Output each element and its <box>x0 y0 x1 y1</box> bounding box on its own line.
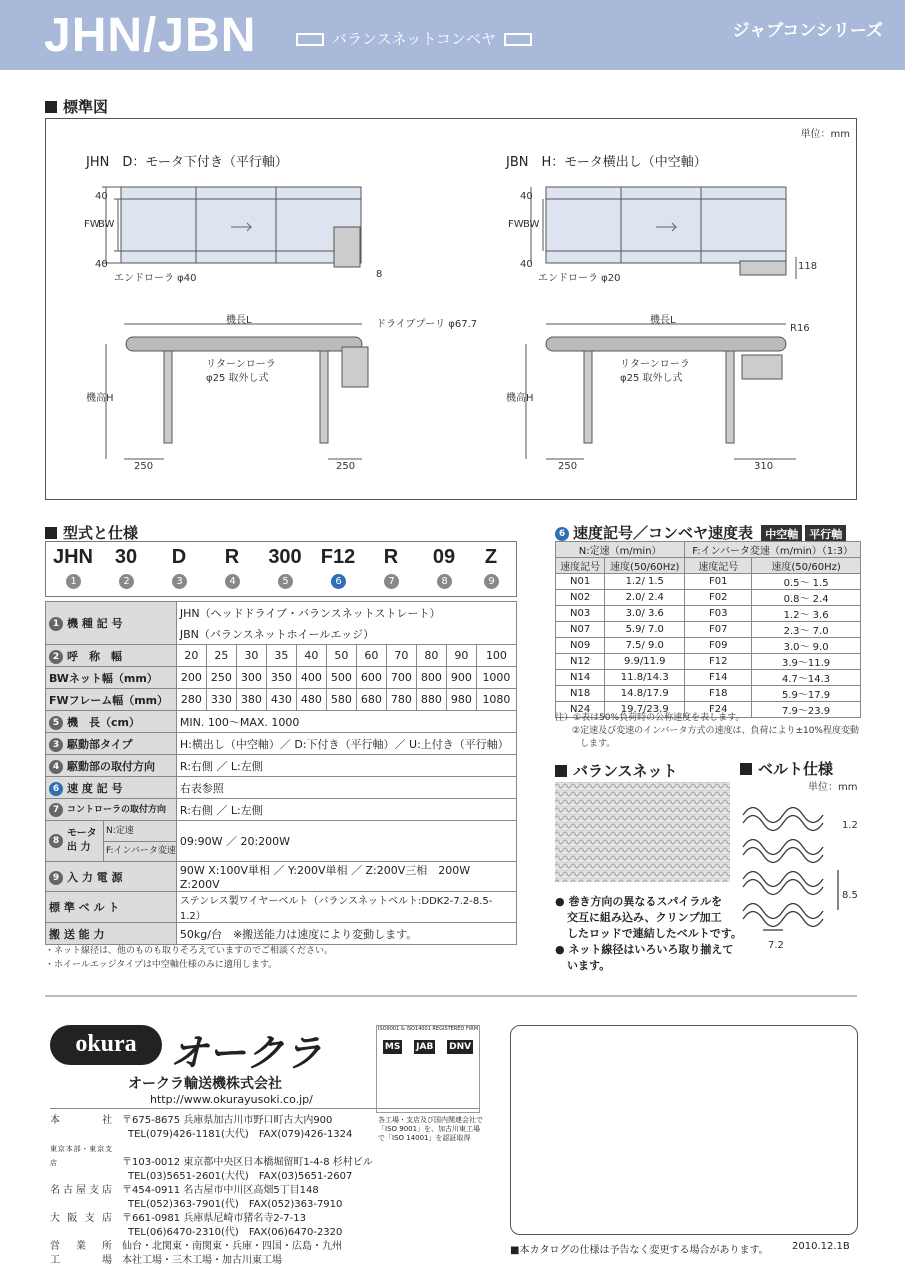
section-speed-table: 6 速度記号／コンベヤ速度表 中空軸 平行軸 <box>555 522 846 543</box>
header-bar <box>0 0 905 70</box>
okura-kana-logo: オークラ <box>170 1031 323 1075</box>
left-drawing-title: JHN D：モータ下付き（平行軸） <box>86 155 288 170</box>
model-code-box: JHN 1 30 2 D 3 R 4 300 5 F12 6 R 7 09 8 Z 9 <box>45 541 517 597</box>
right-drawing-title: JBN H：モータ横出し（中空軸） <box>506 155 707 170</box>
spec-table: 1 機 種 記 号 JHN（ヘッドドライブ・バランスネットストレート） JBN（バランスネットホイールエッジ） 2 呼 称 幅 20 25 30 35 40 50 60 70 80 90 100 BWネット幅（mm） 200 250 300 350 400 500 600 700 800 900 1000 FWフレーム幅（mm） 280 330 380 430 480 580 680 780 880 980 1080 5 機 長（cm） MIN. 100〜MAX. 1000 3 駆動部タイプ H:横出し（中空軸）／ D:下付き（平行軸）／ U:上付き（平行軸） 4 駆動部の取付方向 R:右側 ／ L:左側 6 速 度 記 号 右表参照 7 コントローラの取付方向 R:右側 ／ L:左側 8 モータ 出 力 N:定速 F:インバータ変速 09:90W ／ 20:200W 9 入 力 電 源 90W X:100V単相 ／ Y:200V単相 ／ Z:200V三相 200W Z:200V 標 準 ベ ル ト ステンレス製ワイヤーベルト（バランスネットベルト:DDK2-7.2-8.5-1.2） 搬 送 能 力 50kg/台 ※搬送能力は速度により変動します。 <box>45 601 517 945</box>
iso-badge: ISO9001 & ISO14001 REGISTERED FIRM MS JAB DNV <box>376 1025 480 1113</box>
belt-diagram <box>738 795 858 955</box>
footer-notice: ■本カタログの仕様は予告なく変更する場合があります。 <box>510 1245 769 1256</box>
drive-pulley-label: ドライブプーリ φ67.7 <box>376 319 478 330</box>
drawing-box: 単位：mm JHN D：モータ下付き（平行軸） JBN H：モータ横出し（中空軸） 40 FW BW 40 8 エンドローラ φ40 40 FW BW 40 118 エンドローラ φ20 機長L 機長L ドライブプーリ φ67.7 R16 リターンローラ φ25 取外し式 リターンローラ φ25 取外し式 機高H 機高H 250 250 250 310 <box>45 118 857 500</box>
section-balance-net: バランスネット <box>555 760 678 781</box>
office-list: 本社 〒675-8675 兵庫県加古川市野口町古大内900 TEL(079)426-1181(大代) FAX(079)426-1324 東京本部・東京支店 〒103-0012 東京都中央区日本橋堀留町1-4-8 杉村ビル TEL(03)5651-2601(大代) FAX(03)5651-2607 名古屋支店 〒454-0911 名古屋市中川区高畑5丁目148 TEL(052)363-7901(代) FAX(052)363-7910 大阪支店 〒661-0981 兵庫県尼崎市猪名寺2-7-13 TEL(06)6470-2310(代) FAX(06)6470-2320 営業所 仙台・北関東・南関東・兵庫・四国・広島・九州 工場 本社工場・三木工場・加古川東工場 <box>50 1115 373 1266</box>
series-name: ジャブコンシリーズ <box>732 21 883 41</box>
company-name: オークラ輸送機株式会社 <box>128 1076 282 1092</box>
balance-net-photo <box>555 782 730 882</box>
page-title: JHN/JBN <box>44 9 257 62</box>
page-subtitle: バランスネットコンベヤ <box>288 28 540 49</box>
okura-logo: okura <box>50 1025 162 1065</box>
conveyor-drawing <box>46 119 856 499</box>
divider <box>45 995 857 997</box>
section-belt-spec: ベルト仕様 <box>740 758 833 779</box>
section-standard-drawing: 標準図 <box>45 96 108 117</box>
section-model-spec: 型式と仕様 <box>45 522 138 543</box>
speed-table: N:定速（m/min） F:インバータ変速（m/min）（1:3） 速度記号 速度(50/60Hz) 速度記号 速度(50/60Hz) N01 1.2/ 1.5 F01 0.5〜 1.5 N02 2.0/ 2.4 F02 0.8〜 2.4 N03 3.0/ 3.6 F03 1.2〜 3.6 N07 5.9/ 7.0 F07 2.3〜 7.0 N09 7.5/ 9.0 F09 3.0〜 9.0 N12 9.9/11.9 F12 3.9〜11.9 N14 11.8/14.3 F14 4.7〜14.3 N18 14.8/17.9 F18 5.9〜17.9 N24 19.7/23.9 F24 7.9〜23.9 <box>555 541 861 718</box>
company-url[interactable]: http://www.okurayusoki.co.jp/ <box>150 1093 313 1106</box>
end-roller-right: エンドローラ φ20 <box>538 273 621 284</box>
unit-label: 単位：mm <box>800 129 850 140</box>
footer-date: 2010.12.1B <box>792 1241 850 1252</box>
dealer-stamp-box <box>510 1025 858 1235</box>
end-roller-left: エンドローラ φ40 <box>114 273 197 284</box>
